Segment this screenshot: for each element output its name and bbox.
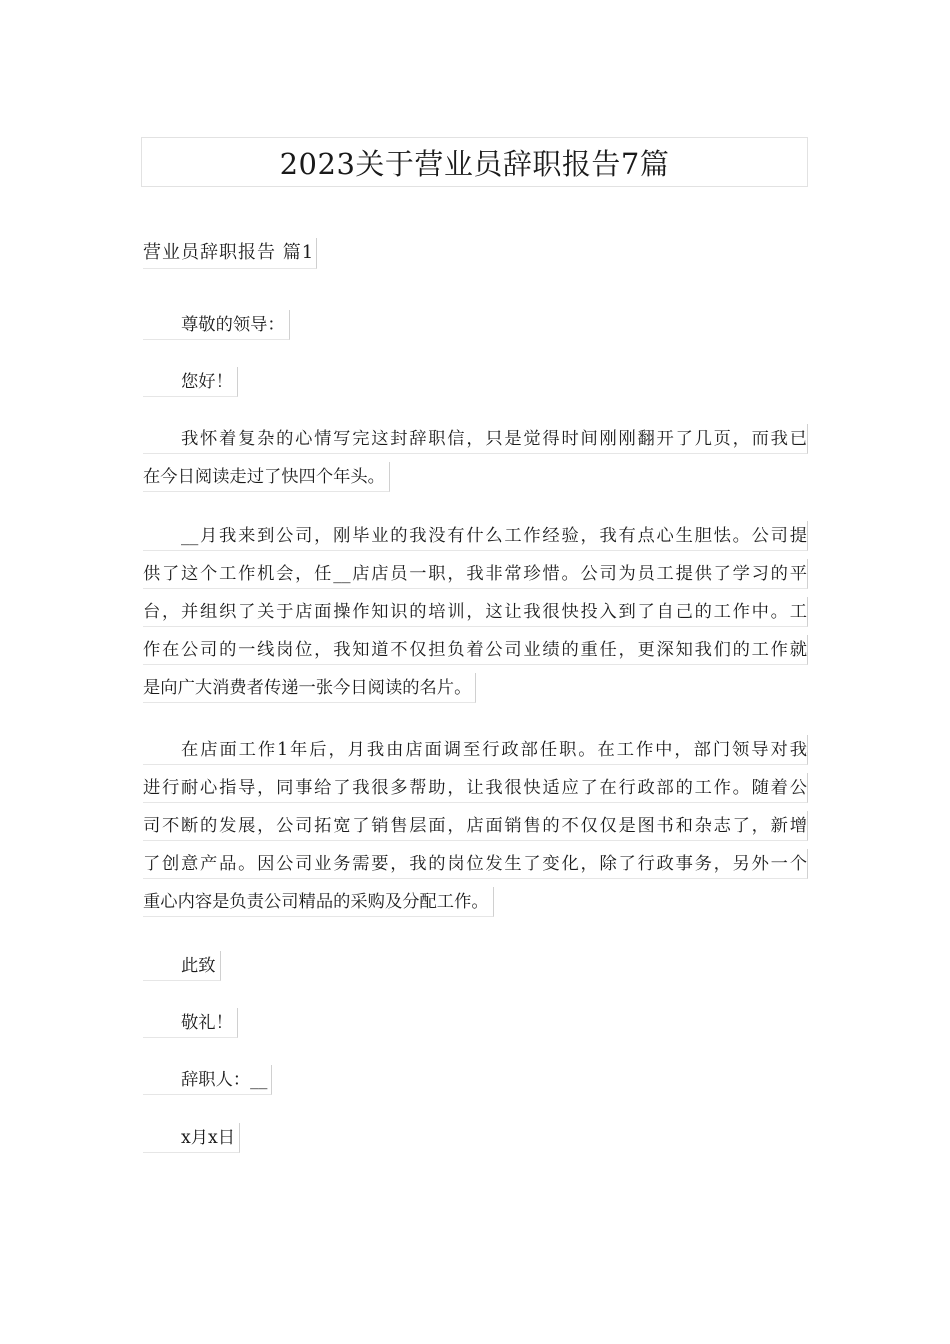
paragraph-line: 司不断的发展，公司拓宽了销售层面，店面销售的不仅仅是图书和杂志了，新增 — [143, 811, 808, 841]
greeting: 您好！ — [143, 367, 238, 397]
paragraph-1 — [143, 424, 808, 510]
paragraph-line: 我怀着复杂的心情写完这封辞职信，只是觉得时间刚刚翻开了几页，而我已 — [143, 424, 808, 454]
paragraph-line: 作在公司的一线岗位，我知道不仅担负着公司业绩的重任，更深知我们的工作就 — [143, 635, 808, 665]
document-title: 2023关于营业员辞职报告7篇 — [279, 146, 670, 181]
closing-jing-li: 敬礼！ — [143, 1008, 238, 1038]
paragraph-line: 是向广大消费者传递一张今日阅读的名片。 — [143, 673, 476, 703]
paragraph-3 — [143, 735, 808, 935]
title-box — [141, 137, 808, 187]
paragraph-line: 在今日阅读走过了快四个年头。 — [143, 462, 390, 492]
paragraph-line: 了创意产品。因公司业务需要，我的岗位发生了变化，除了行政事务，另外一个 — [143, 849, 808, 879]
signer-line: 辞职人：__ — [143, 1065, 272, 1095]
paragraph-line: 供了这个工作机会，任__店店员一职，我非常珍惜。公司为员工提供了学习的平 — [143, 559, 808, 589]
closing-ci-zhi: 此致 — [143, 951, 221, 981]
paragraph-line: 进行耐心指导，同事给了我很多帮助，让我很快适应了在行政部的工作。随着公 — [143, 773, 808, 803]
paragraph-2 — [143, 521, 808, 721]
date-line: x月x日 — [143, 1123, 240, 1153]
salutation: 尊敬的领导： — [143, 310, 290, 340]
paragraph-line: 台，并组织了关于店面操作知识的培训，这让我很快投入到了自己的工作中。工 — [143, 597, 808, 627]
section-heading: 营业员辞职报告 篇1 — [143, 238, 317, 269]
paragraph-line: __月我来到公司，刚毕业的我没有什么工作经验，我有点心生胆怯。公司提 — [143, 521, 808, 551]
paragraph-line: 重心内容是负责公司精品的采购及分配工作。 — [143, 887, 494, 917]
paragraph-line: 在店面工作1年后，月我由店面调至行政部任职。在工作中，部门领导对我 — [143, 735, 808, 765]
